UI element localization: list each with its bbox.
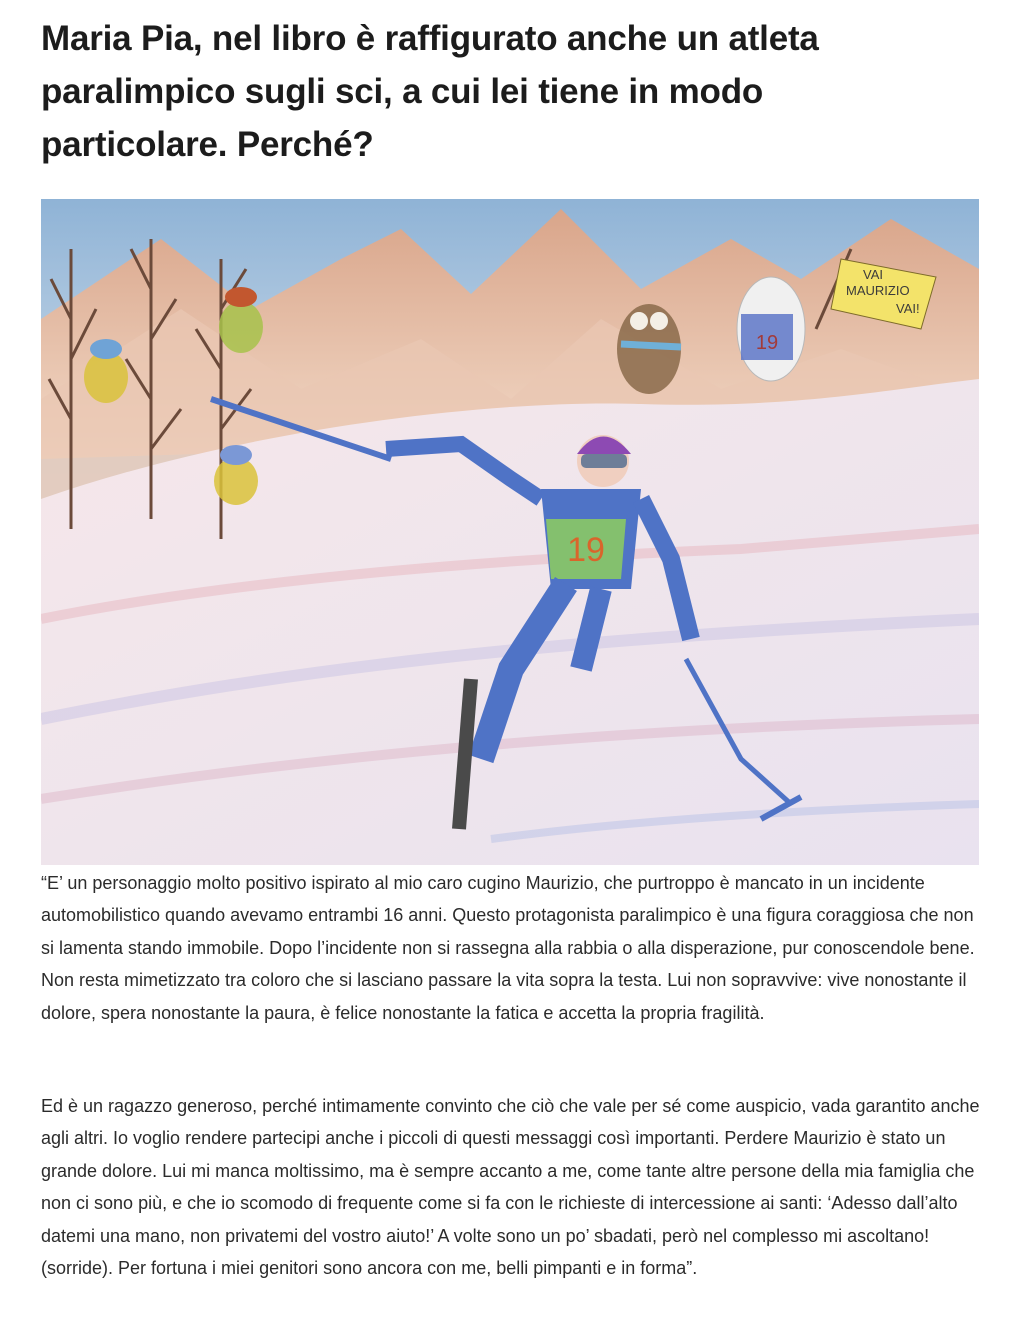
skier-bib-number: 19 <box>567 531 605 569</box>
paragraph-2: Ed è un ragazzo generoso, perché intimamente convinto che ciò che vale per sé come auspicio, vada garantito anche agli altri. Io voglio rendere partecipi anche i piccoli di questi messaggi così importanti. Perdere Maurizio è stato un grande dolore. Lui mi manca moltissimo, ma è sempre accanto a me, come tante altre persone della mia famiglia che non ci sono più, e che io scomodo di frequente come si fa con le richieste di intercessione ai santi: ‘Adesso dall’alto datemi una mano, non privatemi del vostro aiuto!’ A volte sono un po’ sbadati, però nel complesso mi ascoltano! (sorride). Per fortuna i miei genitori sono ancora con me, belli pimpanti e in forma”. <box>41 1096 980 1279</box>
bunny-bib-number: 19 <box>755 332 779 354</box>
bird-2 <box>219 301 263 353</box>
banner-line-1: VAI <box>863 267 883 282</box>
article-heading: Maria Pia, nel libro è raffigurato anche un atleta paralimpico sugli sci, a cui lei tiene in modo particolare. Perché? <box>41 19 819 164</box>
paragraph-1: “E’ un personaggio molto positivo ispirato al mio caro cugino Maurizio, che purtroppo è mancato in un incidente automobilistico quando avevamo entrambi 16 anni. Questo protagonista paralimpico è una figura coraggiosa che non si lamenta stando immobile. Dopo l’incidente non si rassegna alla rabbia o alla disperazione, pur conoscendole bene. Non resta mimetizzato tra coloro che si lasciano passare la vita sopra la testa. Lui non sopravvive: vive nonostante il dolore, spera nonostante la paura, è felice nonostante la fatica e accetta la propria fragilità. <box>41 873 975 1023</box>
banner-line-2: MAURIZIO <box>846 283 910 298</box>
watercolor-illustration <box>41 199 979 865</box>
banner-line-3: VAI! <box>896 301 920 316</box>
